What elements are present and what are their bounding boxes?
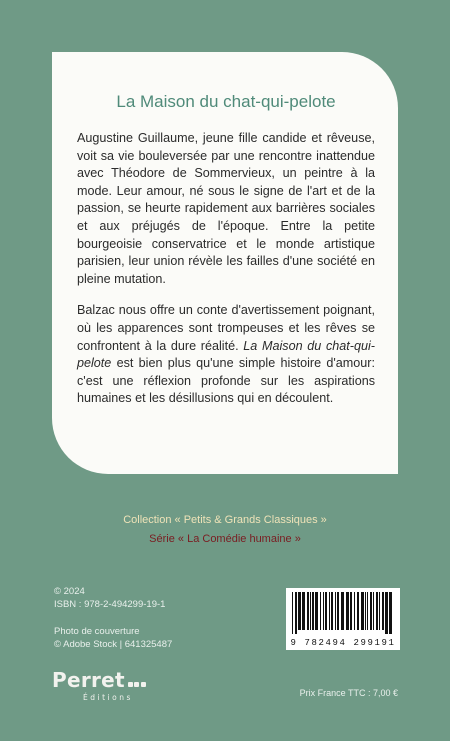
barcode-bar <box>331 592 333 630</box>
barcode-bar <box>346 592 349 630</box>
barcode-bar <box>298 592 301 630</box>
paragraph-2-end: est bien plus qu'une simple histoire d'amour: c'est une réflexion profonde sur les aspirations humaines et les désillusions qui en découlent. <box>77 356 375 406</box>
barcode-bar <box>310 592 311 630</box>
barcode-bar <box>354 592 355 630</box>
paragraph-2-start: Balzac nous offre un conte d'avertissement poignant, où les apparences sont trompeuses et les rêves se confrontent à la dure réalité. <box>77 303 375 353</box>
barcode-bar <box>325 592 327 630</box>
barcode-bar <box>376 592 378 630</box>
isbn-text: ISBN : 978-2-494299-19-1 <box>54 598 166 610</box>
summary-paragraph-2 <box>77 302 375 408</box>
barcode-bar <box>292 592 293 634</box>
barcode-bar <box>341 592 344 630</box>
barcode-bar <box>315 592 318 630</box>
barcode-bar <box>357 592 359 630</box>
publisher-name: Perret <box>52 668 125 692</box>
barcode <box>286 588 400 650</box>
barcode-number: 9 782494 299191 <box>290 638 396 648</box>
barcode-bar <box>320 592 321 630</box>
barcode-bar <box>323 592 324 630</box>
photo-credit-block <box>54 626 172 651</box>
price-label: Prix France TTC : 7,00 € <box>299 688 398 698</box>
legal-block <box>54 586 165 611</box>
barcode-bar <box>379 592 380 630</box>
photo-credit-text: © Adobe Stock | 641325487 <box>54 638 173 650</box>
barcode-bar <box>295 592 297 634</box>
publisher-subtitle: Éditions <box>83 693 133 702</box>
summary-paragraph-1: Augustine Guillaume, jeune fille candide et rêveuse, voit sa vie bouleversée par une rencontre inattendue avec Théodore de Sommervieux, un peintre à la mode. Leur amour, né sous le signe de l'art et de la passion, se heurte rapidement aux barrières sociales et aux préjugés de l'époque. Entre la petite bourgeoisie conservatrice et le monde artistique parisien, leur union révèle les failles d'une société en pleine mutation. <box>77 131 375 286</box>
barcode-bar <box>365 592 366 630</box>
serie-label: Série « La Comédie humaine » <box>149 533 301 545</box>
barcode-bar <box>302 592 305 630</box>
barcode-bar <box>389 592 392 634</box>
collection-label: Collection « Petits & Grands Classiques » <box>123 514 327 526</box>
barcode-bar <box>385 592 388 634</box>
barcode-bar <box>361 592 364 630</box>
logo-dots-icon <box>128 674 148 692</box>
barcode-bar <box>312 592 314 630</box>
barcode-bar <box>329 592 330 630</box>
summary-card <box>52 52 398 474</box>
barcode-bar <box>350 592 352 630</box>
copyright-text: © 2024 <box>54 586 85 597</box>
barcode-bar <box>335 592 336 630</box>
publisher-logo <box>52 670 147 702</box>
barcode-bar <box>373 592 374 630</box>
paragraph-2-title: La Maison du chat-qui-pelote <box>77 338 375 371</box>
barcode-bar <box>382 592 384 630</box>
barcode-bar <box>367 592 368 630</box>
book-title: La Maison du chat-qui-pelote <box>116 92 336 111</box>
photo-credit-label: Photo de couverture <box>54 626 140 637</box>
barcode-bars-icon <box>290 592 396 634</box>
barcode-bar <box>307 592 309 630</box>
barcode-bar <box>370 592 372 630</box>
barcode-bar <box>337 592 339 630</box>
